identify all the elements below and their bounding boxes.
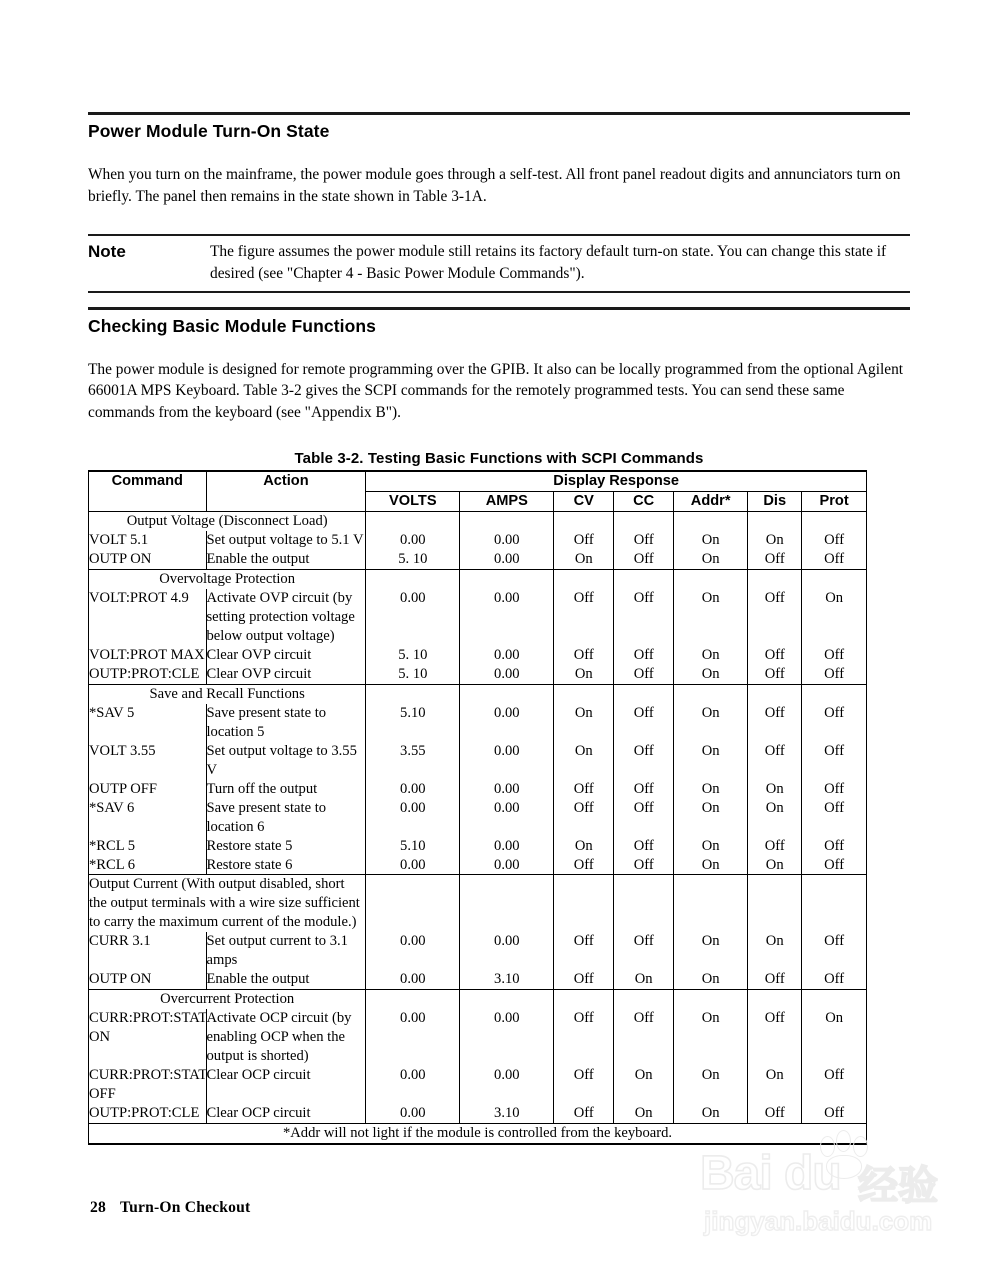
table-section-blank-addr: [674, 990, 748, 1009]
cell-command: CURR:PROT:STAT OFF: [89, 1067, 208, 1103]
col-header-action: Action: [206, 471, 366, 511]
cell-dis: On: [748, 1066, 802, 1104]
cell-volts: 0.00: [366, 780, 460, 799]
cell-amps: 0.00: [460, 932, 554, 970]
table-section-blank-addr: [674, 684, 748, 703]
heading-rule-top: [88, 112, 910, 115]
cell-amps: 0.00: [460, 1066, 554, 1104]
cell-cv: Off: [554, 932, 614, 970]
cell-volts: 0.00: [366, 932, 460, 970]
table-row: [89, 531, 867, 550]
cell-action: Restore state 5: [206, 837, 366, 856]
cell-amps: 0.00: [460, 856, 554, 875]
table-section-blank-cv: [554, 569, 614, 588]
col-header-display-response: Display Response: [366, 471, 867, 491]
note-label: Note: [88, 241, 126, 261]
cell-command: VOLT 3.55: [89, 742, 207, 780]
cell-cc: Off: [614, 856, 674, 875]
cell-command: VOLT:PROT MAX: [89, 646, 205, 663]
checking-paragraph: The power module is designed for remote programming over the GPIB. It also can be locally programmed from the optional Agilent 66001A MPS Keyboard. Table 3-2 gives the SCPI commands for the remotely programmed tests. You can send these same commands from the keyboard (see "Appendix B").: [88, 360, 904, 422]
cell-amps: 0.00: [460, 646, 554, 665]
table-row: [89, 1104, 867, 1123]
cell-volts: 0.00: [366, 1066, 460, 1104]
cell-cc: Off: [614, 780, 674, 799]
cell-action: Enable the output: [206, 970, 366, 989]
cell-addr: On: [674, 589, 748, 646]
cell-action: Activate OCP circuit (by enabling OCP when the output is shorted): [206, 1009, 366, 1066]
cell-amps: 0.00: [460, 531, 554, 550]
cell-prot: Off: [802, 531, 867, 550]
table-head: [89, 471, 867, 511]
table-section-row: [89, 512, 867, 531]
table-section-title: Overcurrent Protection: [89, 990, 366, 1009]
cell-addr: On: [674, 780, 748, 799]
cell-volts: 3.55: [366, 742, 460, 780]
cell-cc: On: [614, 1104, 674, 1123]
cell-volts: 5. 10: [366, 550, 460, 569]
table-row: [89, 646, 867, 665]
table-section-blank-dis: [748, 512, 802, 531]
cell-addr: On: [674, 742, 748, 780]
cell-command: *SAV 5: [89, 704, 207, 742]
table-row: [89, 799, 867, 837]
table-row: [89, 780, 867, 799]
table-section-blank-amps: [460, 684, 554, 703]
table-section-title: Overvoltage Protection: [89, 569, 366, 588]
cell-amps: 0.00: [460, 780, 554, 799]
cell-cv: Off: [554, 1009, 614, 1066]
cell-cv: Off: [554, 646, 614, 665]
table-section-blank-cc: [614, 569, 674, 588]
cell-addr: On: [674, 970, 748, 989]
cell-prot: Off: [802, 970, 867, 989]
cell-cv: On: [554, 704, 614, 742]
cell-cc: Off: [614, 589, 674, 646]
note-block: [88, 234, 910, 293]
cell-addr: On: [674, 1009, 748, 1066]
cell-addr: On: [674, 799, 748, 837]
scpi-command-table: [88, 470, 867, 1145]
cell-dis: Off: [748, 550, 802, 569]
cell-cv: Off: [554, 856, 614, 875]
table-section-blank-volts: [366, 684, 460, 703]
cell-cc: Off: [614, 837, 674, 856]
table-header-row-1: [89, 471, 867, 491]
table-section-blank-cv: [554, 875, 614, 932]
table-section-blank-cv: [554, 684, 614, 703]
cell-cv: On: [554, 665, 614, 684]
cell-cc: Off: [614, 1009, 674, 1066]
cell-dis: Off: [748, 742, 802, 780]
cell-action: Set output current to 3.1 amps: [206, 932, 366, 970]
cell-cv: On: [554, 742, 614, 780]
cell-command: VOLT:PROT 4.9: [89, 589, 207, 646]
cell-dis: On: [748, 799, 802, 837]
cell-amps: 0.00: [460, 589, 554, 646]
cell-action: Set output voltage to 3.55 V: [206, 742, 366, 780]
section-heading-checking: Checking Basic Module Functions: [88, 315, 376, 336]
table-row: [89, 589, 867, 646]
cell-addr: On: [674, 646, 748, 665]
cell-amps: 0.00: [460, 550, 554, 569]
cell-amps: 3.10: [460, 970, 554, 989]
table-section-blank-volts: [366, 875, 460, 932]
table-section-blank-prot: [802, 512, 867, 531]
cell-command: OUTP OFF: [89, 780, 207, 799]
table-section-blank-cv: [554, 512, 614, 531]
table-row: [89, 1009, 867, 1066]
page-content: [88, 112, 910, 1145]
note-text: The figure assumes the power module still retains its factory default turn-on state. You can change this state if desired (see "Chapter 4 - Basic Power Module Commands").: [210, 242, 887, 282]
cell-cc: Off: [614, 704, 674, 742]
heading-rule-second: [88, 307, 910, 310]
table-section-blank-volts: [366, 512, 460, 531]
table-section-row: [89, 875, 867, 932]
cell-action: Clear OVP circuit: [206, 665, 366, 684]
col-header-cc: CC: [614, 492, 674, 512]
page-title: Power Module Turn-On State: [88, 121, 330, 141]
cell-command: OUTP:PROT:CLE: [89, 665, 207, 684]
cell-action: Clear OCP circuit: [206, 1104, 366, 1123]
cell-dis: Off: [748, 970, 802, 989]
cell-cv: On: [554, 837, 614, 856]
cell-prot: Off: [802, 799, 867, 837]
cell-volts: 0.00: [366, 531, 460, 550]
cell-prot: Off: [802, 932, 867, 970]
cell-prot: On: [802, 589, 867, 646]
table-section-row: [89, 684, 867, 703]
cell-action: Clear OVP circuit: [206, 646, 366, 665]
cell-prot: Off: [802, 856, 867, 875]
cell-prot: On: [802, 1009, 867, 1066]
cell-command: OUTP ON: [89, 550, 207, 569]
cell-action: Save present state to location 5: [206, 704, 366, 742]
cell-action: Save present state to location 6: [206, 799, 366, 837]
table-row: [89, 837, 867, 856]
watermark-url: jingyan.baidu.com: [704, 1206, 933, 1236]
cell-amps: 3.10: [460, 1104, 554, 1123]
table-section-blank-dis: [748, 684, 802, 703]
cell-dis: Off: [748, 1104, 802, 1123]
cell-volts: 5. 10: [366, 646, 460, 665]
table-section-blank-addr: [674, 512, 748, 531]
table-section-blank-dis: [748, 569, 802, 588]
cell-action: Turn off the output: [206, 780, 366, 799]
table-section-blank-cc: [614, 990, 674, 1009]
footer-chapter-title: Turn-On Checkout: [120, 1199, 251, 1216]
cell-addr: On: [674, 1104, 748, 1123]
cell-dis: On: [748, 856, 802, 875]
col-header-cv: CV: [554, 492, 614, 512]
table-section-blank-dis: [748, 875, 802, 932]
cell-cv: Off: [554, 531, 614, 550]
col-header-amps: AMPS: [460, 492, 554, 512]
cell-cv: Off: [554, 970, 614, 989]
cell-cc: Off: [614, 742, 674, 780]
cell-volts: 5.10: [366, 704, 460, 742]
cell-dis: Off: [748, 1009, 802, 1066]
page-footer: [90, 1199, 250, 1217]
cell-cc: Off: [614, 550, 674, 569]
table-section-blank-addr: [674, 569, 748, 588]
col-header-volts: VOLTS: [366, 492, 460, 512]
table-section-blank-dis: [748, 990, 802, 1009]
table-body: [89, 512, 867, 1124]
cell-cc: On: [614, 970, 674, 989]
table-row: [89, 665, 867, 684]
cell-dis: Off: [748, 837, 802, 856]
table-section-title: Output Voltage (Disconnect Load): [89, 512, 366, 531]
cell-addr: On: [674, 665, 748, 684]
cell-dis: On: [748, 531, 802, 550]
table-row: [89, 704, 867, 742]
col-header-dis: Dis: [748, 492, 802, 512]
table-row: [89, 742, 867, 780]
cell-cv: Off: [554, 780, 614, 799]
table-section-row: [89, 569, 867, 588]
table-caption: Table 3-2. Testing Basic Functions with SCPI Commands: [294, 450, 704, 468]
table-section-blank-cc: [614, 875, 674, 932]
table-section-blank-amps: [460, 569, 554, 588]
table-section-blank-volts: [366, 569, 460, 588]
cell-command: *RCL 6: [89, 856, 207, 875]
table-section-title: Output Current (With output disabled, short the output terminals with a wire size sufficient to carry the maximum current of the module.): [89, 875, 366, 932]
cell-amps: 0.00: [460, 665, 554, 684]
cell-action: Activate OVP circuit (by setting protection voltage below output voltage): [206, 589, 366, 646]
cell-command: OUTP ON: [89, 970, 207, 989]
table-section-blank-prot: [802, 569, 867, 588]
cell-cv: Off: [554, 589, 614, 646]
note-rule-bottom: [88, 291, 910, 293]
cell-volts: 0.00: [366, 799, 460, 837]
cell-dis: Off: [748, 646, 802, 665]
cell-dis: Off: [748, 589, 802, 646]
cell-addr: On: [674, 1066, 748, 1104]
cell-prot: Off: [802, 665, 867, 684]
cell-amps: 0.00: [460, 742, 554, 780]
cell-volts: 0.00: [366, 1104, 460, 1123]
cell-addr: On: [674, 550, 748, 569]
cell-cc: Off: [614, 531, 674, 550]
table-footnote-row: [89, 1124, 867, 1144]
table-section-blank-cv: [554, 990, 614, 1009]
cell-cv: Off: [554, 1104, 614, 1123]
cell-amps: 0.00: [460, 1009, 554, 1066]
cell-addr: On: [674, 531, 748, 550]
cell-cc: Off: [614, 799, 674, 837]
table-section-blank-prot: [802, 875, 867, 932]
watermark-brand-cn: 经验: [858, 1163, 938, 1209]
cell-prot: Off: [802, 837, 867, 856]
cell-cv: On: [554, 550, 614, 569]
cell-cc: Off: [614, 932, 674, 970]
cell-prot: Off: [802, 742, 867, 780]
cell-command: OUTP:PROT:CLE: [89, 1104, 207, 1123]
cell-amps: 0.00: [460, 704, 554, 742]
cell-command: *SAV 6: [89, 799, 207, 837]
cell-prot: Off: [802, 646, 867, 665]
cell-volts: 0.00: [366, 589, 460, 646]
cell-command: *RCL 5: [89, 837, 207, 856]
cell-action: Clear OCP circuit: [206, 1066, 366, 1104]
table-row: [89, 1066, 867, 1104]
table-section-blank-amps: [460, 875, 554, 932]
cell-cc: Off: [614, 665, 674, 684]
table-section-blank-amps: [460, 990, 554, 1009]
cell-amps: 0.00: [460, 837, 554, 856]
cell-action: Set output voltage to 5.1 V: [206, 531, 366, 550]
cell-amps: 0.00: [460, 799, 554, 837]
cell-prot: Off: [802, 704, 867, 742]
cell-command: VOLT 5.1: [89, 531, 207, 550]
cell-prot: Off: [802, 1104, 867, 1123]
table-section-blank-amps: [460, 512, 554, 531]
cell-prot: Off: [802, 1066, 867, 1104]
cell-prot: Off: [802, 780, 867, 799]
table-section-row: [89, 990, 867, 1009]
cell-addr: On: [674, 932, 748, 970]
table-footnote: *Addr will not light if the module is controlled from the keyboard.: [89, 1124, 867, 1144]
table-section-blank-prot: [802, 990, 867, 1009]
cell-dis: On: [748, 932, 802, 970]
cell-volts: 5. 10: [366, 665, 460, 684]
col-header-command: Command: [89, 471, 207, 511]
col-header-prot: Prot: [802, 492, 867, 512]
cell-cc: Off: [614, 646, 674, 665]
table-section-blank-volts: [366, 990, 460, 1009]
cell-dis: Off: [748, 665, 802, 684]
cell-volts: 0.00: [366, 856, 460, 875]
cell-volts: 5.10: [366, 837, 460, 856]
table-row: [89, 550, 867, 569]
cell-action: Enable the output: [206, 550, 366, 569]
cell-addr: On: [674, 704, 748, 742]
page-number: 28: [90, 1199, 106, 1216]
table-row: [89, 932, 867, 970]
cell-command: CURR:PROT:STAT ON: [89, 1009, 207, 1066]
table-foot: [89, 1124, 867, 1144]
table-row: [89, 856, 867, 875]
table-section-blank-addr: [674, 875, 748, 932]
watermark-brand: Bai du: [700, 1147, 841, 1200]
cell-volts: 0.00: [366, 970, 460, 989]
table-row: [89, 970, 867, 989]
intro-paragraph: When you turn on the mainframe, the power module goes through a self-test. All front panel readout digits and annunciators turn on briefly. The panel then remains in the state shown in Table 3-1A.: [88, 166, 901, 205]
cell-action: Restore state 6: [206, 856, 366, 875]
cell-cv: Off: [554, 1066, 614, 1104]
cell-command: CURR 3.1: [89, 932, 207, 970]
cell-dis: Off: [748, 704, 802, 742]
table-section-title: Save and Recall Functions: [89, 684, 366, 703]
cell-prot: Off: [802, 550, 867, 569]
col-header-addr: Addr*: [674, 492, 748, 512]
cell-addr: On: [674, 837, 748, 856]
cell-addr: On: [674, 856, 748, 875]
table-section-blank-prot: [802, 684, 867, 703]
cell-cv: Off: [554, 799, 614, 837]
table-section-blank-cc: [614, 684, 674, 703]
cell-dis: On: [748, 780, 802, 799]
cell-volts: 0.00: [366, 1009, 460, 1066]
cell-cc: On: [614, 1066, 674, 1104]
table-section-blank-cc: [614, 512, 674, 531]
